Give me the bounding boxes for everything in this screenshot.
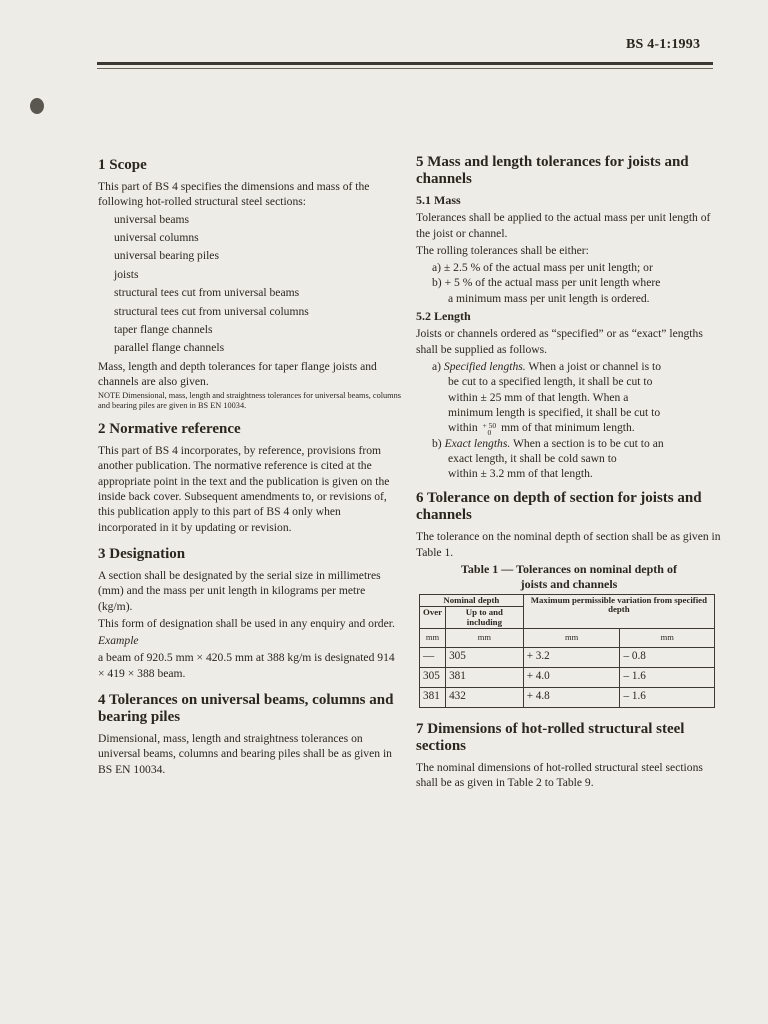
section-2-title: 2 Normative reference (98, 421, 241, 438)
section-2-text: This part of BS 4 incorporates, by reference, provisions from another publication. The normative reference is cited at the appropriate point in the text and the publication is given on the inside back cover. Subsequent amendments to, or revisions of, this publication apply to this part of BS 4 only when incorporated in it by updating or revision. (98, 444, 390, 534)
within-text: within (448, 421, 478, 435)
table-header-max-variation: Maximum permissible variation from specified depth (523, 594, 714, 629)
subsection-5-1-title: 5.1 Mass (416, 193, 461, 207)
section-5-p2: The rolling tolerances shall be either: (416, 243, 589, 257)
table-header-over: Over (420, 607, 446, 629)
item-text: When a section is to be cut to an (512, 436, 664, 450)
section-1-title: 1 Scope (98, 157, 147, 173)
item-text-cont: minimum length is specified, it shall be cut to (448, 405, 661, 419)
section-4-title: 4 Tolerances on universal beams, columns and bearing piles (98, 691, 394, 725)
item-text-cont: within ± 3.2 mm of that length. (448, 467, 593, 481)
unit-cell: mm (523, 629, 620, 647)
section-7-dimensions (416, 721, 722, 791)
section-1-scope (98, 157, 402, 410)
section-4-text: Dimensional, mass, length and straightness tolerances on universal beams, columns and bearing piles shall be as given in BS EN 10034. (98, 731, 392, 776)
tolerance-end-text: mm of that minimum length. (501, 421, 635, 435)
table-1 (419, 594, 715, 708)
table-header-nominal: Nominal depth (420, 594, 524, 607)
section-5-p3: Joists or channels ordered as “specified” or as “exact” lengths shall be supplied as follows. (416, 327, 703, 356)
unit-cell: mm (620, 629, 715, 647)
header-rule-thin (97, 68, 713, 69)
item-text: + 5 % of the actual mass per unit length where (444, 276, 661, 290)
table-cell: + 4.0 (523, 667, 620, 687)
section-1-intro: This part of BS 4 specifies the dimensions and mass of the following hot-rolled structural steel sections: (98, 180, 370, 209)
table-row (420, 647, 715, 667)
right-column (416, 154, 722, 801)
table-cell: 305 (446, 647, 524, 667)
tolerance-fraction (483, 422, 497, 436)
item-emphasis: Exact lengths. (444, 436, 511, 450)
subsection-5-2-title: 5.2 Length (416, 309, 471, 324)
section-6-text: The tolerance on the nominal depth of section shall be as given in Table 1. (416, 530, 721, 559)
punch-hole (30, 98, 44, 114)
item-text-cont: a minimum mass per unit length is ordered. (448, 291, 650, 305)
table-cell: – 0.8 (620, 647, 715, 667)
table-cell: + 4.8 (523, 687, 620, 707)
list-item: parallel flange channels (114, 341, 225, 355)
item-text-cont: within ± 25 mm of that length. When a (448, 390, 629, 404)
example-label: Example (98, 634, 139, 648)
left-column (98, 157, 402, 788)
unit-cell: mm (420, 629, 446, 647)
section-3-p1: A section shall be designated by the serial size in millimetres (mm) and the mass per unit length in kilograms per metre (kg/m). (98, 568, 381, 613)
item-text-cont: exact length, it shall be cold sawn to (448, 451, 617, 465)
unit-cell: mm (446, 629, 524, 647)
table-caption-line: joists and channels (520, 576, 618, 591)
section-3-p2: This form of designation shall be used in any enquiry and order. (98, 616, 395, 630)
list-item: universal bearing piles (114, 249, 219, 263)
section-3-designation (98, 546, 402, 681)
list-item: joists (114, 267, 139, 281)
table-row (420, 667, 715, 687)
item-emphasis: Specified lengths. (443, 359, 526, 373)
list-item: universal beams (114, 212, 190, 226)
section-6-depth-tolerance (416, 490, 722, 707)
item-text: When a joist or channel is to (528, 359, 662, 373)
table-cell: – 1.6 (620, 687, 715, 707)
table-cell: – 1.6 (620, 667, 715, 687)
list-item: structural tees cut from universal beams (114, 286, 300, 300)
item-label: a) (432, 359, 442, 373)
page-header-code: BS 4-1:1993 (626, 37, 701, 52)
section-6-title: 6 Tolerance on depth of section for joists and channels (416, 490, 702, 524)
table-cell: 381 (446, 667, 524, 687)
tolerance-upper: + 50 (482, 420, 497, 430)
item-text-tolerance (432, 420, 722, 435)
section-5-p1: Tolerances shall be applied to the actual mass per unit length of the joist or channel. (416, 211, 711, 240)
section-7-text: The nominal dimensions of hot-rolled structural steel sections shall be as given in Table 2 to Table 9. (416, 760, 703, 790)
list-item: universal columns (114, 230, 199, 244)
table-cell: + 3.2 (523, 647, 620, 667)
item-label: a) (432, 261, 442, 275)
table-cell: 432 (446, 687, 524, 707)
section-4-tolerances (98, 692, 402, 777)
tolerance-lower: 0 (487, 427, 492, 437)
item-text-cont: be cut to a specified length, it shall be cut to (448, 375, 653, 389)
item-label: b) (432, 276, 442, 290)
list-item-b (416, 275, 722, 306)
section-3-example: a beam of 920.5 mm × 420.5 mm at 388 kg/m is designated 914 × 419 × 388 beam. (98, 651, 395, 680)
header-rule (97, 62, 713, 65)
item-text: ± 2.5 % of the actual mass per unit length; or (443, 261, 653, 275)
list-item: structural tees cut from universal columns (114, 304, 309, 318)
table-header-upto: Up to and including (446, 607, 524, 629)
section-5-title: 5 Mass and length tolerances for joists and channels (416, 154, 689, 187)
section-5-mass-length (416, 154, 722, 481)
item-label: b) (432, 436, 442, 450)
table-cell: 381 (420, 687, 446, 707)
section-2-normative-reference (98, 421, 402, 535)
table-cell: 305 (420, 667, 446, 687)
section-1-after: Mass, length and depth tolerances for taper flange joists and channels are also given. (98, 359, 377, 389)
section-3-title: 3 Designation (98, 545, 186, 562)
table-caption-line: Table 1 — Tolerances on nominal depth of (461, 561, 677, 576)
list-item: taper flange channels (114, 322, 213, 336)
section-7-title: 7 Dimensions of hot-rolled structural steel sections (416, 720, 685, 754)
table-1-caption (416, 562, 722, 592)
list-item-exact (416, 436, 722, 482)
section-list (98, 212, 402, 356)
table-row (420, 687, 715, 707)
list-item-specified (416, 359, 722, 436)
list-item-a (416, 260, 722, 275)
section-1-note: NOTE Dimensional, mass, length and straightness tolerances for universal beams, columns and bearing piles are given in BS EN 10034. (98, 391, 401, 410)
table-cell: — (420, 647, 446, 667)
